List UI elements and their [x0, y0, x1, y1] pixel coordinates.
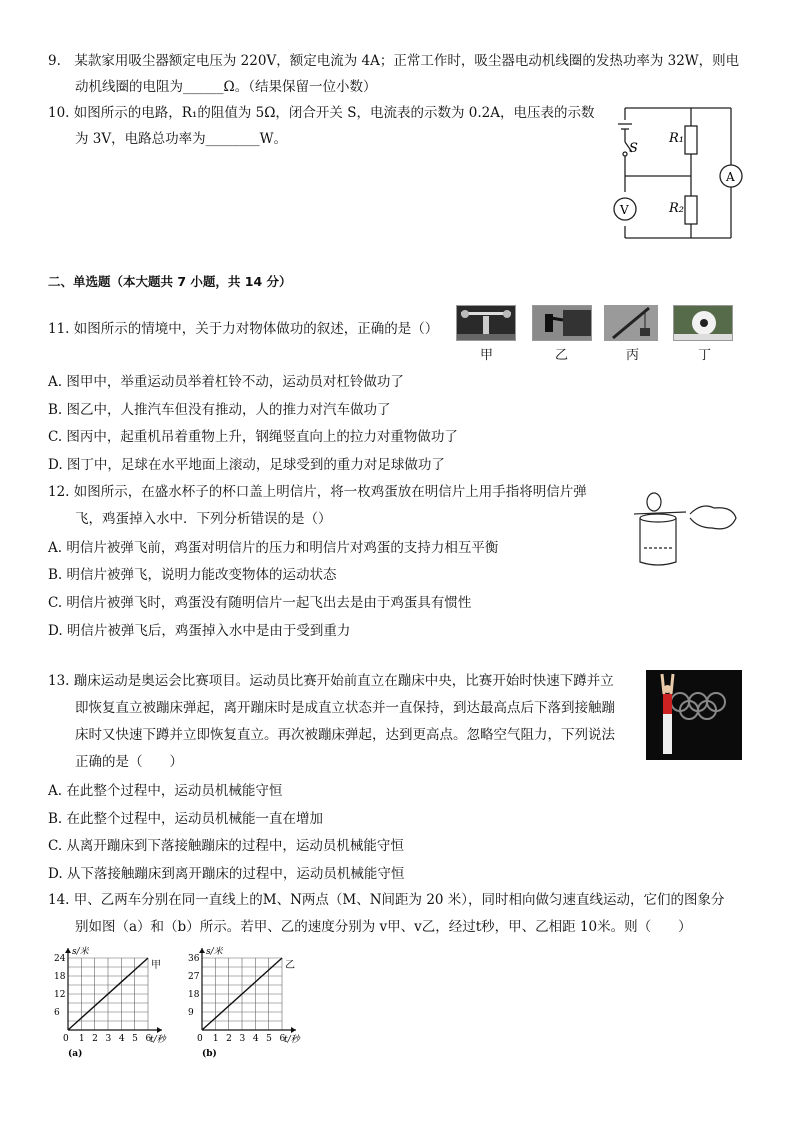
q13-option-d: D. 从下落接触蹦床到离开蹦床的过程中，运动员机械能守恒: [48, 866, 405, 882]
x-tick-label: 5: [132, 1034, 138, 1044]
q12-egg-cup-figure: [632, 488, 740, 570]
y-axis-label: s/米: [72, 947, 89, 957]
y-tick-label: 18: [54, 972, 66, 982]
q11-option-d: D. 图丁中，足球在水平地面上滚动，足球受到的重力对足球做功了: [48, 457, 445, 473]
y-tick-label: 6: [54, 1008, 60, 1018]
section-heading: 二、单选题（本大题共 7 小题，共 14 分）: [48, 274, 292, 289]
y-axis-label: s/米: [206, 947, 223, 957]
q11-option-b: B. 图乙中，人推汽车但没有推动，人的推力对汽车做功了: [48, 402, 391, 418]
x-tick-label: 4: [252, 1034, 259, 1044]
x-tick-label: 6: [279, 1034, 286, 1044]
question-13: [48, 668, 615, 776]
q13-option-a: A. 在此整个过程中，运动员机械能守恒: [48, 783, 283, 799]
x-tick-label: 5: [266, 1034, 272, 1044]
q10-line1: 10. 如图所示的电路，R₁的阻值为 5Ω，闭合开关 S，电流表的示数为 0.2A，电压表的示数: [48, 105, 595, 121]
question-9: [48, 48, 739, 100]
y-tick-label: 27: [188, 972, 200, 982]
x-tick-label: 0: [63, 1034, 69, 1044]
q13-line4: 正确的是（ ）: [75, 754, 183, 770]
r2-label: R₂: [669, 201, 684, 216]
q12-option-c: C. 明信片被弹飞时，鸡蛋没有随明信片一起飞出去是由于鸡蛋具有惯性: [48, 595, 472, 611]
ammeter-label: A: [726, 170, 735, 184]
q9-line2: 动机线圈的电阻为______Ω。（结果保留一位小数）: [75, 79, 377, 95]
q13-line3: 床时又快速下蹲并立即恢复直立。再次被蹦床弹起，达到更高点。忽略空气阻力，下列说法: [75, 727, 615, 743]
x-axis-arrow: [157, 1027, 162, 1033]
voltmeter-label: V: [620, 203, 629, 217]
q11-caption-bing: 丙: [626, 348, 640, 363]
q12-option-d: D. 明信片被弹飞后，鸡蛋掉入水中是由于受到重力: [48, 623, 351, 639]
panel-caption: (b): [202, 1049, 217, 1059]
q11-image-ding: [673, 305, 733, 341]
x-axis-label: t/秒: [284, 1035, 300, 1045]
question-14: [48, 887, 725, 941]
q13-trampoline-photo: [646, 670, 742, 760]
y-axis-arrow: [65, 948, 71, 953]
q12-line2: 飞，鸡蛋掉入水中．下列分析错误的是（）: [75, 511, 332, 527]
y-axis-arrow: [199, 948, 205, 953]
q12-option-a: A. 明信片被弹飞前，鸡蛋对明信片的压力和明信片对鸡蛋的支持力相互平衡: [48, 540, 499, 556]
q11-stem: 11. 如图所示的情境中，关于力对物体做功的叙述，正确的是（）: [48, 321, 439, 337]
q14-line1: 14. 甲、乙两车分别在同一直线上的M、N两点（M、N间距为 20 米），同时相向做匀速直线运动，它们的图象分: [48, 892, 725, 908]
q11-image-jia: [456, 305, 516, 341]
x-axis-label: t/秒: [150, 1035, 166, 1045]
question-10: [48, 100, 594, 152]
r1-label: R₁: [669, 131, 684, 146]
switch-label: S: [629, 141, 638, 156]
q12-option-b: B. 明信片被弹飞，说明力能改变物体的运动状态: [48, 567, 337, 583]
x-tick-label: 2: [226, 1034, 232, 1044]
q14-line2: 别如图（a）和（b）所示。若甲、乙的速度分别为 v甲、v乙，经过t秒，甲、乙相距 10米。则（ ）: [75, 919, 692, 935]
x-tick-label: 4: [118, 1034, 125, 1044]
q11-caption-yi: 乙: [555, 348, 569, 363]
x-tick-label: 0: [197, 1034, 203, 1044]
q9-line1: 9. 某款家用吸尘器额定电压为 220V，额定电流为 4A；正常工作时，吸尘器电动机线圈的发热功率为 32W，则电: [48, 53, 740, 69]
x-axis-arrow: [291, 1027, 296, 1033]
series-label: 甲: [151, 960, 161, 972]
chart-a: [44, 942, 174, 1062]
x-tick-label: 1: [78, 1034, 85, 1044]
q12-line1: 12. 如图所示，在盛水杯子的杯口盖上明信片，将一枚鸡蛋放在明信片上用手指将明信片弹: [48, 484, 587, 500]
circuit-diagram: [608, 102, 756, 242]
q11-option-a: A. 图甲中，举重运动员举着杠铃不动，运动员对杠铃做功了: [48, 374, 404, 390]
x-tick-label: 3: [239, 1034, 246, 1044]
x-tick-label: 6: [145, 1034, 152, 1044]
chart-b: [178, 942, 308, 1062]
x-tick-label: 2: [92, 1034, 98, 1044]
q13-line2: 即恢复直立被蹦床弹起，离开蹦床时是成直立状态并一直保持，到达最高点后下落到接触蹦: [75, 700, 615, 716]
q11-option-c: C. 图丙中，起重机吊着重物上升，钢绳竖直向上的拉力对重物做功了: [48, 429, 458, 445]
y-tick-label: 18: [188, 990, 200, 1000]
y-tick-label: 36: [188, 954, 200, 964]
y-tick-label: 12: [54, 990, 66, 1000]
q13-line1: 13. 蹦床运动是奥运会比赛项目。运动员比赛开始前直立在蹦床中央，比赛开始时快速下蹲并立: [48, 673, 614, 689]
series-label: 乙: [285, 960, 295, 972]
y-tick-label: 24: [54, 954, 66, 964]
q11-image-bing: [604, 305, 658, 341]
x-tick-label: 3: [105, 1034, 112, 1044]
q11-caption-jia: 甲: [480, 348, 494, 363]
x-tick-label: 1: [212, 1034, 219, 1044]
q13-option-c: C. 从离开蹦床到下落接触蹦床的过程中，运动员机械能守恒: [48, 838, 404, 854]
q10-line2: 为 3V，电路总功率为________W。: [75, 131, 288, 147]
q13-option-b: B. 在此整个过程中，运动员机械能一直在增加: [48, 811, 324, 827]
q11-image-yi: [532, 305, 592, 341]
question-12: [48, 479, 587, 533]
y-tick-label: 9: [188, 1008, 194, 1018]
panel-caption: (a): [68, 1049, 83, 1059]
q11-caption-ding: 丁: [698, 348, 712, 363]
